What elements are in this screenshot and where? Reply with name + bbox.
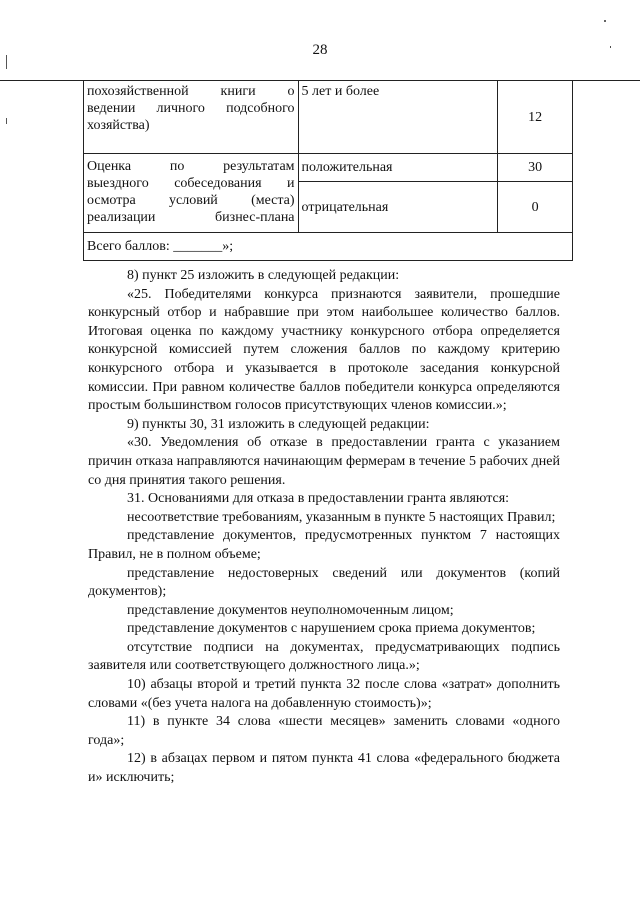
- criterion-line: выездного собеседования и: [87, 176, 295, 191]
- criterion-line: хозяйства): [87, 118, 150, 133]
- paragraph: «25. Победителями конкурса признаются заявители, прошедшие конкурсный отбор и набравшие при этом наибольшее количество баллов. Итоговая оценка по каждому участнику конкурсного отбора определяется конкурсной комиссией путем сложения баллов по каждому критерию конкурсного отбора и указывается в протоколе заседания конкурсной комиссии. При равном количестве баллов победители конкурса определяются простым большинством голосов присутствующих членов комиссии.»;: [88, 286, 560, 414]
- criterion-line: ведении личного подсобного: [87, 101, 295, 116]
- paragraph: представление документов с нарушением срока приема документов;: [127, 621, 536, 637]
- value-cell: отрицательная: [298, 182, 498, 233]
- scan-edge-mark: [6, 55, 7, 69]
- criterion-line: реализации бизнес-плана: [87, 210, 295, 225]
- paragraph: представление документов неуполномоченным лицом;: [127, 602, 454, 618]
- criterion-line: похозяйственной книги о: [87, 84, 295, 99]
- paragraph: несоответствие требованиям, указанным в пункте 5 настоящих Правил;: [127, 509, 556, 525]
- criterion-cell: [84, 154, 299, 233]
- value-cell: положительная: [298, 154, 498, 182]
- page-number: 28: [312, 42, 328, 58]
- criterion-line: осмотра условий (места): [87, 193, 295, 208]
- table-row: [84, 81, 573, 154]
- paragraph: отсутствие подписи на документах, предусматривающих подпись заявителя или соответствующего должностного лица.»;: [88, 639, 560, 674]
- score-cell: 12: [498, 81, 573, 154]
- paragraph: 31. Основаниями для отказа в предоставлении гранта являются:: [127, 491, 510, 507]
- criteria-table: [83, 80, 573, 261]
- paragraph: 10) абзацы второй и третий пункта 32 после слова «затрат» дополнить словами «(без учета налога на добавленную стоимость)»;: [88, 677, 560, 711]
- scan-speck: [604, 20, 606, 22]
- score-cell: 0: [498, 182, 573, 233]
- paragraph: 9) пункты 30, 31 изложить в следующей редакции:: [127, 416, 430, 432]
- table-row: [84, 154, 573, 182]
- document-body: [88, 267, 560, 788]
- table-row: [84, 233, 573, 261]
- paragraph: 11) в пункте 34 слова «шести месяцев» заменить словами «одного года»;: [88, 714, 560, 748]
- value-cell: 5 лет и более: [298, 81, 498, 154]
- paragraph: «30. Уведомления об отказе в предоставлении гранта с указанием причин отказа направляются начинающим фермерам в течение 5 рабочих дней со дня принятия такого решения.: [88, 435, 560, 488]
- criterion-line: Оценка по результатам: [87, 159, 295, 174]
- scan-edge-mark: [6, 118, 7, 124]
- paragraph: представление недостоверных сведений или документов (копий документов);: [88, 565, 560, 600]
- criterion-cell: [84, 81, 299, 154]
- score-cell: 30: [498, 154, 573, 182]
- paragraph: 8) пункт 25 изложить в следующей редакции:: [127, 268, 400, 283]
- total-cell: Всего баллов: _______»;: [84, 233, 573, 261]
- paragraph: представление документов, предусмотренных пунктом 7 настоящих Правил, не в полном объеме;: [88, 528, 560, 562]
- paragraph: 12) в абзацах первом и пятом пункта 41 слова «федерального бюджета и» исключить;: [88, 751, 560, 786]
- scan-speck: [610, 46, 611, 48]
